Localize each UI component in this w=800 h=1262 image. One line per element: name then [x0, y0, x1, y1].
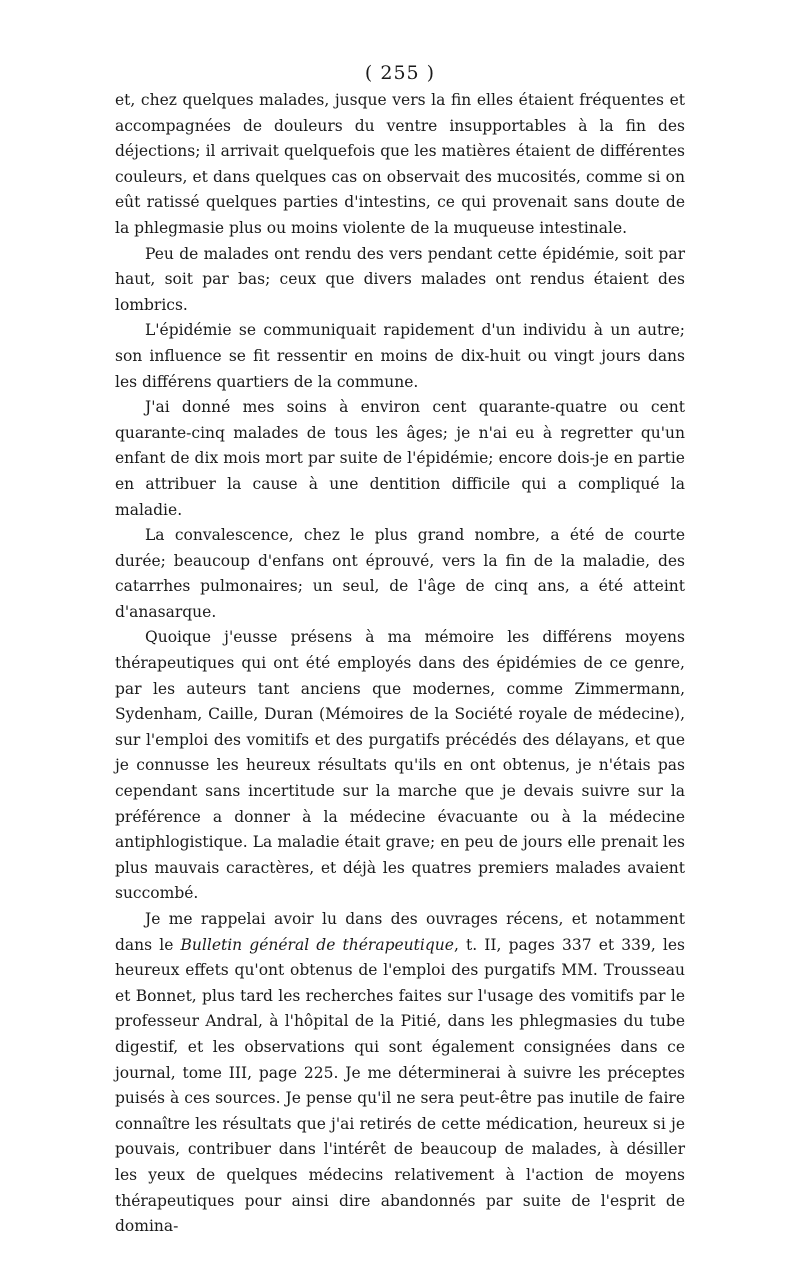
page-number: ( 255 )	[364, 62, 436, 84]
paragraph-continuation: et, chez quelques malades, jusque vers la fin elles étaient fréquentes et accompagnées de douleurs du ventre insupportables à la fin des déjections; il arrivait quelquefois que les matières étaient de différentes couleurs, et dans quelques cas on observait des mucosités, comme si on eût ratissé quelques parties d'intestins, ce qui provenait sans doute de la phlegmasie plus ou moins violente de la muqueuse intestinale.	[115, 91, 685, 237]
paragraph-bulletin-text-after: , t. II, pages 337 et 339, les heureux effets qu'ont obtenus de l'emploi des purgatifs MM. Trousseau et Bonnet, plus tard les recherches faites sur l'usage des vomitifs par le professeur Andral, à l'hôpital de la Pitié, dans les phlegmasies du tube digestif, et les observations qui sont également consignées dans ce journal, tome III, page 225. Je me déterminerai à suivre les préceptes puisés à ces sources. Je pense qu'il ne sera peut-être pas inutile de faire connaître les résultats que j'ai retirés de cette médication, heureux si je pouvais, contribuer dans l'intérêt de beaucoup de malades, à désiller les yeux de quelques médecins relativement à l'action de moyens thérapeutiques pour ainsi dire abandonnés par suite de l'esprit de domina-	[115, 935, 685, 1236]
paragraph-bulletin	[115, 907, 685, 1240]
paragraph-moyens-therapeutiques: Quoique j'eusse présens à ma mémoire les différens moyens thérapeutiques qui ont été employés dans des épidémies de ce genre, par les auteurs tant anciens que modernes, comme Zimmermann, Sydenham, Caille, Duran (Mémoires de la Société royale de médecine), sur l'emploi des vomitifs et des purgatifs précédés des délayans, et que je connusse les heureux résultats qu'ils en ont obtenus, je n'étais pas cependant sans incertitude sur la marche que je devais suivre sur la préférence a donner à la médecine évacuante ou à la médecine antiphlogistique. La maladie était grave; en peu de jours elle prenait les plus mauvais caractères, et déjà les quatres premiers malades avaient succombé.	[115, 628, 685, 903]
book-page	[115, 60, 685, 1240]
paragraph-epidemie: L'épidémie se communiquait rapidement d'un individu à un autre; son influence se fit ressentir en moins de dix-huit ou vingt jours dans les différens quartiers de la commune.	[115, 321, 685, 391]
paragraph-bulletin-text-before: Je me rappelai avoir lu dans des ouvrages récens, et notamment dans le	[115, 910, 685, 954]
paragraph-convalescence: La convalescence, chez le plus grand nombre, a été de courte durée; beaucoup d'enfans ont éprouvé, vers la fin de la maladie, des catarrhes pulmonaires; un seul, de l'âge de cinq ans, a été atteint d'anasarque.	[115, 526, 685, 621]
paragraph-vers: Peu de malades ont rendu des vers pendant cette épidémie, soit par haut, soit par bas; ceux que divers malades ont rendus étaient des lombrics.	[115, 244, 685, 314]
journal-title: Bulletin général de thérapeutique	[180, 935, 454, 954]
paragraph-soins: J'ai donné mes soins à environ cent quarante-quatre ou cent quarante-cinq malades de tous les âges; je n'ai eu à regretter qu'un enfant de dix mois mort par suite de l'épidémie; encore dois-je en partie en attribuer la cause à une dentition difficile qui a compliqué la maladie.	[115, 398, 685, 519]
